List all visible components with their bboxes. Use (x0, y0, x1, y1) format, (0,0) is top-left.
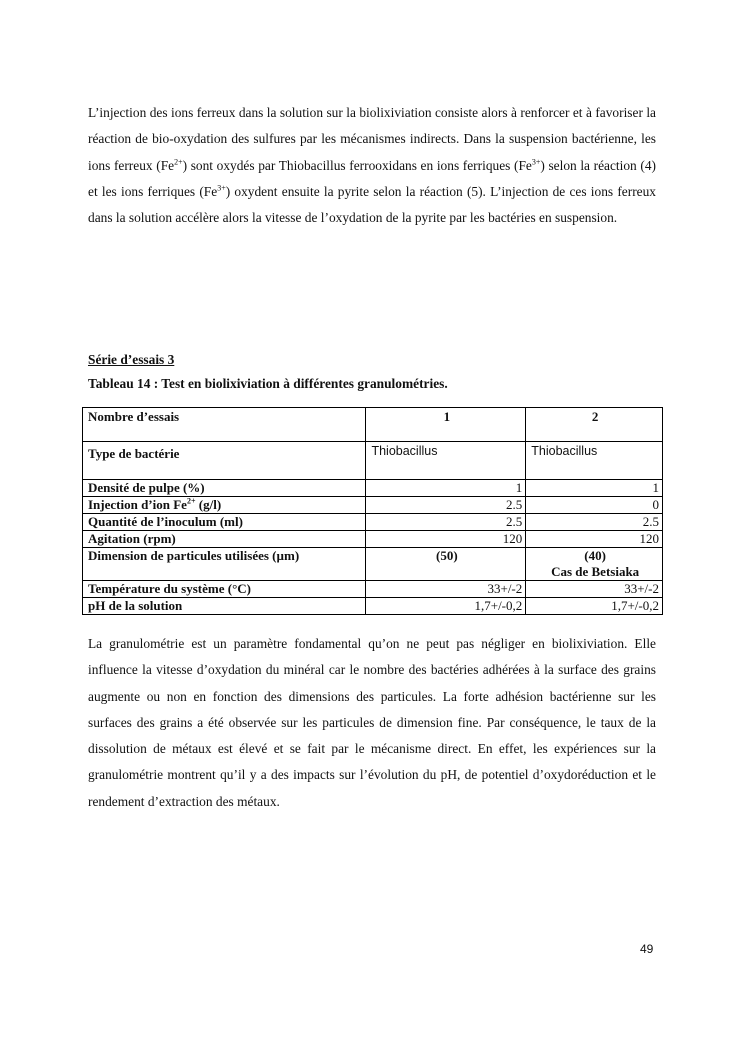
table-row (83, 514, 663, 531)
label-text: Injection d’ion Fe (88, 497, 187, 512)
table-row (83, 480, 663, 497)
cell-value: 1 (366, 408, 526, 442)
paragraph-text: ) sont oxydés par Thiobacillus ferrooxidans en ions ferriques (Fe (182, 157, 532, 173)
row-label: Quantité de l’inoculum (ml) (83, 514, 366, 531)
cell-line: Cas de Betsiaka (551, 564, 640, 579)
results-table (82, 407, 663, 615)
superscript: 2+ (174, 157, 183, 167)
cell-value: 2 (526, 408, 663, 442)
cell-value: 1 (366, 480, 526, 497)
table-row (83, 531, 663, 548)
cell-value: 2.5 (366, 514, 526, 531)
table-row (83, 598, 663, 615)
intro-paragraph (88, 100, 656, 231)
paragraph-text: L’injection des ions ferreux dans la solution sur la biolixiviation consiste alors à renforcer et à favoriser la réaction de bio-oxydation des sulfures par les mécanismes indirects. Dans la suspension bactérienne, les ions ferreux (Fe (88, 105, 656, 173)
superscript: 3+ (531, 157, 541, 167)
cell-value: 1,7+/-0,2 (526, 598, 663, 615)
discussion-paragraph: La granulométrie est un paramètre fondamental qu’on ne peut pas négliger en biolixiviation. Elle influence la vitesse d’oxydation du minéral car le nombre des bactéries adhérées à la surface des grains augmente ou non en fonction des dimensions des particules. La forte adhésion bactérienne sur les surfaces des grains a été observée sur les particules de dimension fine. Par conséquence, le taux de la dissolution de métaux est élevé et se fait par le mécanisme direct. En effet, les expériences sur la granulométrie montrent qu’il y a des impacts sur l’évolution du pH, de potentiel d’oxydoréduction et le rendement d’extraction des métaux. (88, 636, 656, 809)
row-label: Densité de pulpe (%) (83, 480, 366, 497)
cell-value: 33+/-2 (526, 581, 663, 598)
cell-value: 1 (526, 480, 663, 497)
cell-value (526, 548, 663, 581)
table-row (83, 548, 663, 581)
row-label: Type de bactérie (83, 442, 366, 480)
page-number: 49 (640, 942, 654, 956)
cell-value: Thiobacillus (366, 442, 526, 480)
paragraph-text: ) selon la réaction (4) et les ions ferriques (Fe (88, 157, 656, 199)
cell-value: 33+/-2 (366, 581, 526, 598)
paragraph-text: ) oxydent ensuite la pyrite selon la réaction (5). L’injection de ces ions ferreux dans la solution accélère alors la vitesse de l’oxydation de la pyrite par les bactéries en suspension. (88, 183, 656, 226)
row-label: Dimension de particules utilisées (µm) (83, 548, 366, 581)
table-header-row (83, 408, 663, 442)
table-row (83, 497, 663, 514)
cell-value: 2.5 (366, 497, 526, 514)
cell-value: (50) (366, 548, 526, 581)
table-caption: Tableau 14 : Test en biolixiviation à différentes granulométries. (88, 376, 448, 391)
superscript: 2+ (186, 496, 196, 506)
cell-value: 120 (366, 531, 526, 548)
cell-value: Thiobacillus (526, 442, 663, 480)
superscript: 3+ (217, 183, 226, 193)
cell-line: (40) (584, 548, 606, 563)
label-text: (g/l) (195, 497, 222, 512)
cell-value: 2.5 (526, 514, 663, 531)
row-label (83, 497, 366, 514)
cell-value: 1,7+/-0,2 (366, 598, 526, 615)
table-row (83, 581, 663, 598)
row-label: Agitation (rpm) (83, 531, 366, 548)
section-title: Série d’essais 3 (88, 352, 175, 367)
cell-value: 120 (526, 531, 663, 548)
cell-value: 0 (526, 497, 663, 514)
row-label: Nombre d’essais (83, 408, 366, 442)
row-label: Température du système (°C) (83, 581, 366, 598)
row-label: pH de la solution (83, 598, 366, 615)
table-row (83, 442, 663, 480)
